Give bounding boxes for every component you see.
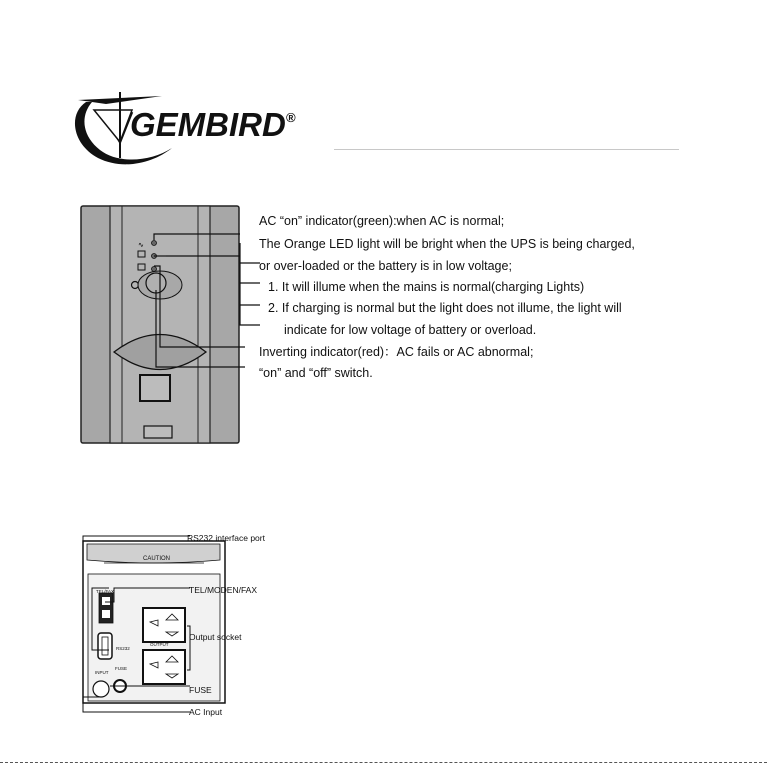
callout-rs232-port: RS232 interface port	[187, 533, 265, 543]
registered-mark: ®	[285, 110, 296, 125]
modem-port-icon	[99, 593, 113, 623]
rear-fuse-label: FUSE	[115, 666, 128, 671]
callout-on-off-switch: “on” and “off” switch.	[259, 366, 373, 380]
front-callout-brackets	[230, 205, 260, 345]
callout-fuse: FUSE	[189, 685, 212, 695]
brand-name-text: GEMBIRD	[130, 106, 286, 143]
brand-name	[130, 106, 295, 144]
header-divider	[334, 149, 679, 150]
callout-overload: or over-loaded or the battery is in low voltage;	[259, 259, 512, 273]
rear-rs232-label: RS232	[116, 646, 130, 651]
callout-output-socket: Output socket	[189, 632, 242, 642]
callout-tel-modem-fax: TEL/MODEN/FAX	[189, 585, 258, 595]
rear-output-label: OUTPUT	[150, 642, 169, 647]
output-socket-icon	[143, 608, 185, 642]
rear-caution-label: CAUTION	[143, 556, 170, 562]
rear-modem-label: TEL/FAX	[96, 589, 115, 594]
ac-input-icon	[93, 681, 109, 697]
callout-charging-no-illume: 2. If charging is normal but the light does not illume, the light will	[268, 301, 622, 315]
callout-ac-on-indicator: AC “on” indicator(green):when AC is normal;	[259, 214, 505, 228]
callout-ac-input: AC Input	[189, 707, 223, 717]
rs232-port-icon	[98, 633, 112, 659]
brand-logo	[66, 82, 316, 172]
callout-low-voltage: indicate for low voltage of battery or overload.	[284, 323, 537, 337]
svg-text:∿: ∿	[138, 242, 144, 249]
callout-inverting-indicator: Inverting indicator(red)：AC fails or AC abnormal;	[259, 345, 534, 359]
callout-illume-normal: 1. It will illume when the mains is normal(charging Lights)	[268, 280, 585, 294]
rear-input-label: INPUT	[95, 670, 109, 675]
output-socket-icon	[143, 650, 185, 684]
callout-orange-led: The Orange LED light will be bright when the UPS is being charged,	[259, 237, 635, 251]
page-bottom-edge	[0, 762, 767, 765]
